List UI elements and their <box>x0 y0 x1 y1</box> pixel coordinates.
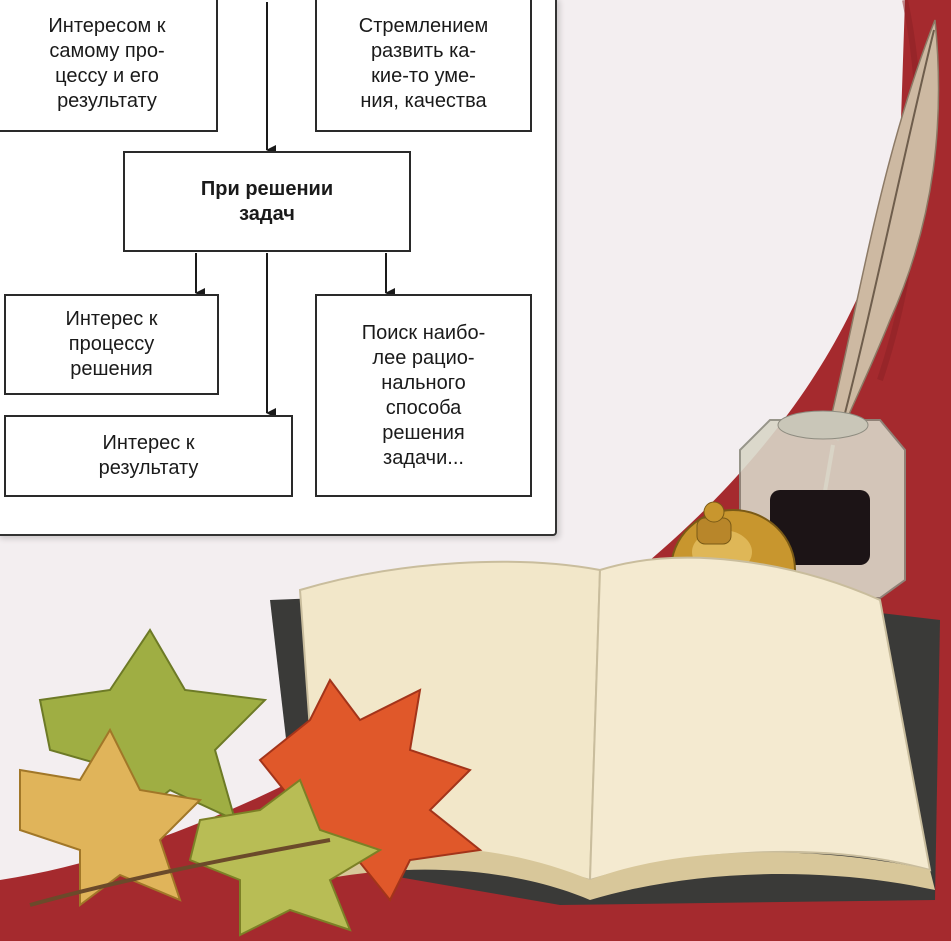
center-box: При решении задач <box>123 151 411 252</box>
top-left-box: Интересом к самому про- цессу и его результату <box>0 0 218 132</box>
right-box: Поиск наибо- лее рацио- нального способа решения задачи... <box>315 294 532 497</box>
diagram-panel <box>0 0 557 536</box>
top-right-box: Стремлением развить ка- кие-то уме- ния, качества <box>315 0 532 132</box>
mid-left-box: Интерес к процессу решения <box>4 294 219 395</box>
bottom-left-box: Интерес к результату <box>4 415 293 497</box>
